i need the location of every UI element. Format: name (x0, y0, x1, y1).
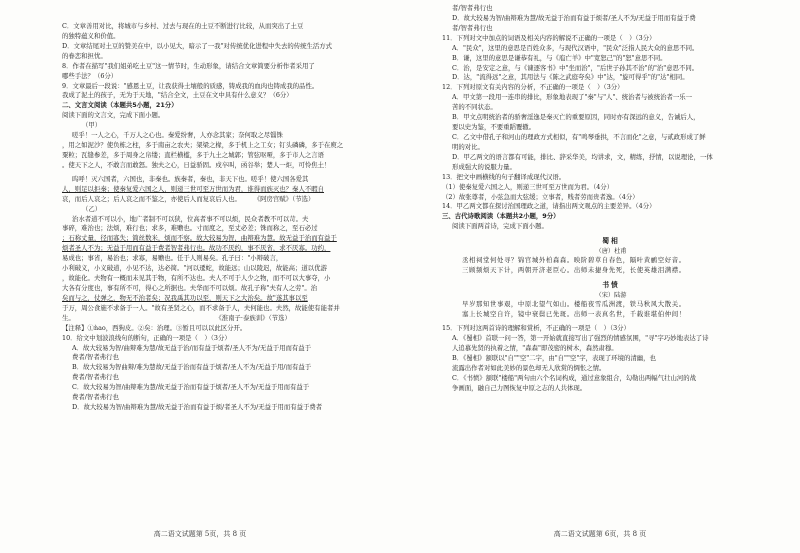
option-line: A．甲文第一段用一连串的排比，形象地表现了"秦"与"人"、统治者与被统治者一乐一 (452, 93, 693, 102)
option-line: D．故大较易为智/曲辩难为慧/故无益于治而有益于烦者/圣人不为/无益于用而有益于费 (452, 13, 696, 22)
option-line: 费者/智者弗行也 (72, 393, 119, 402)
option-line: 费者/智者弗行也 (72, 373, 119, 382)
poem-line: 三顾频烦天下计，两朝开济老臣心。出师未捷身先死，长使英雄泪满襟。 (462, 266, 686, 275)
wavy-underlined-line: 烦者圣人不为；无益于用而有益于费者智者弗行也。故功不厌约，事不厌省，求不厌寡。功约， (62, 244, 331, 253)
instruction: 阅读下面的文言文，完成下面小题。 (62, 111, 165, 120)
option-line: B．《蜀相》颔联以"自""空"二字，由"自""空"字，表现了环境的清幽，也 (452, 353, 656, 362)
option-line: 者/智者弗行也 (452, 4, 493, 12)
underlined-passage-line: 矣而与之，仗弹之，物无不治者矣；况我禹其功以至，则天下之大治矣。故"遂其事以至 (62, 293, 308, 302)
poem-line: 丞相祠堂何处寻？锦官城外柏森森。映阶碧草自春色，隔叶黄鹂空好音。 (462, 256, 686, 265)
passage-line: 易成也；事省，易治也；求寡，易赡也。任于人则易矣。孔子曰："小辩破言， (62, 254, 283, 263)
underlined-passage-line: 人，则足以拒秦；使秦复爱六国之人，则递三世可至万世而为君，谁得而族灭也？秦人不暇自 (62, 184, 325, 193)
option-line: C．治，是安定之意，与《谏逐客书》中"坐而治"，"后世子孙其不治"的"治"意思不同。 (452, 63, 699, 72)
passage-label-yi: （乙） (82, 204, 102, 213)
poem-line: 早岁那知世事艰，中原北望气如山。楼船夜雪瓜洲渡，铁马秋风大散关。 (462, 300, 686, 309)
passage-line: ，用之如泥沙？使负栋之柱，多于南亩之农夫；架梁之椽，多于机上之工女；钉头磷磷，多于在庾之 (62, 141, 344, 150)
option-line: D．甲乙两文的语言都有可能，排比、辞采华美，均讲求，文，精练，抒情，以说理论，一体 (452, 152, 713, 161)
option-line: C．《书愤》颔联"楼船"两句由六个名词构成，通过意象组合，勾勒出两幅气壮山河的战 (452, 373, 697, 382)
question-8: 8．作者在描写"我们姐弟吃土豆"这一情节时，生动形象，请结合文章简要分析作者采用了 (62, 61, 315, 70)
option-line: B．故大较易为智曲辩/难为慧故/无益于治而有益于烦者/圣人不为/无益于用/而有益于 (72, 363, 312, 372)
question-14: 14．甲乙两文都在探讨治国理政之道，请指出两文观点的主要差异。（4分） (442, 202, 656, 211)
passage-line: 治水者道不可以小，地广者制不可以狭，位高者事不可以烦，民众者教不可以苛。夫 (72, 214, 309, 223)
question-10: 10．给文中划波浪线句的断句，正确的一项是（ ）（3分） (62, 333, 231, 342)
passage-line: ，故能化。夫物有一概而未见其于物，有所不达也。夫人不可于人少之物，而不可以大事夺，小 (62, 274, 331, 283)
text-line: C．文章善用对比，将城市与乡村、过去与现在的土豆不断进行比较，从而突出了土豆 (62, 22, 304, 30)
poem-author: （宋）陆游 (595, 291, 627, 299)
passage-line: 呜呼！灭六国者，六国也，非秦也。族秦者，秦也，非天下也。嗟乎！使六国各爱其 (72, 174, 309, 183)
page-footer-left: 高二语文试题第 5页，共 8 页 (153, 530, 247, 538)
option-line: A．《蜀相》首联一问一答，第一开始就直接写出了强烈的情感氛围，"寻"字巧妙地表达了诗 (452, 334, 709, 343)
option-line: C．故大较易为智/曲辩难为慧/故无益于治而有益于烦者/圣人不为/无益于用而有益于 (72, 383, 310, 392)
text-line: 的眷恋和担忧。 (62, 51, 107, 60)
section-heading: 三、古代诗歌阅读（本题共2小题，9分） (442, 212, 560, 221)
right-page (400, 0, 800, 553)
option-line: B．谦，这里的意思是谦恭有礼，与《庖亡羊》中"宽恕己"的"恕"意思不同。 (452, 53, 667, 62)
option-line: D．故大较易为智/曲辩难为慧/故无益于治而有益于烦/者圣人不为/无益于用而有益于费者 (72, 403, 323, 412)
option-line: B．甲文点明统治者的骄奢淫逸是秦灭亡的重要原因，同时亦有深远的意义，告诫后人， (452, 113, 700, 122)
option-line: 费者/智者弗行也 (72, 353, 119, 362)
passage-label-jia: （甲） (82, 121, 102, 130)
instruction: 阅读下面两首诗，完成下面小题。 (452, 222, 548, 231)
option-line: D．达，"流得远"之意，其用法与《陈之武庭夸矣》中"达，"旋可得乎"的"达"相同。 (452, 73, 689, 82)
passage-line: 哀，而后人哀之；后人哀之而不鉴之，亦使后人而复哀后人也。 《阿房宫赋》（节选） (62, 194, 315, 203)
passage-line: 生。 《淮南子·泰族训》（节选） (62, 313, 291, 322)
question-13-part-1: （1）使秦复爱六国之人，则递三世可至万世而为君。（4分） (442, 182, 614, 191)
option-line: 争画面，融自己力图恢复中原之志的人共体现。 (452, 383, 587, 392)
passage-line: 粟粒；瓦缝参差，多于周身之帛缕；直栏横槛，多于九土之城郭；管弦呕哑，多于市人之言语 (62, 150, 325, 159)
passage-line: 大各有分度也，事有所不可，得心之所据也。夫华而不可以烦。故孔子称"夫有人之劳"。治 (62, 283, 318, 292)
question-13-part-2: （2）故张尊者，小弦急而大弦缓；立事者，贱者劳而贵者逸。（4分） (442, 192, 639, 201)
option-line: 者/智者弗行也 (452, 23, 493, 32)
question-9: 9．文章最后一段说："感恩土豆，让我获得土壤般的质感，铸成我的血肉也铸成我的品性。 (62, 81, 319, 90)
poem-title: 书愤 (602, 281, 620, 290)
option-line: 要以史为鉴，不要重蹈覆辙。 (452, 123, 536, 132)
poem-title: 蜀相 (602, 237, 620, 246)
poem-line: 塞上长城空自许，镜中衰鬓已先斑。出师一表真名世，千载谁堪伯仲间！ (462, 310, 686, 319)
text-line: 我成了泥土的孩子，无为于天地，"结合全文，土豆在文中具有什么意义？（6分） (62, 91, 293, 100)
passage-line: 事碎，难治也；法烦，难行也；求多，难赡也。寸而度之，至丈必差；铢而称之，至石必过 (62, 224, 318, 233)
question-12: 12．下列对原文有关内容的分析，不正确的一项是（ ）（3分） (442, 83, 624, 92)
section-heading: 二、文言文阅读（本题共5小题，21分） (62, 101, 178, 110)
passage-line: 嗟乎！一人之心，千万人之心也。秦爱纷奢，人亦念其家；奈何取之尽锱铢 (72, 131, 283, 140)
passage-line: 小利破义，小义破道，小见不达，达必简。"河以逶蛇，故能远；山以陵迟，故能高；道以优游 (62, 264, 327, 273)
passage-line: 。使天下之人，不敢言而敢怒。独夫之心，日益骄固。戍卒叫，函谷举；楚人一炬，可怜焦土！ (62, 160, 331, 169)
passage-line: 于万，周公食施不求备于一人。"故有圣贤之心，而不求备于人，夫何能也。夫然，故能使有能者并 (62, 303, 340, 312)
poem-author: （唐）杜甫 (595, 247, 627, 255)
page-footer-right: 高二语文试题第 6页，共 8 页 (553, 530, 647, 538)
option-line: 明的对比。 (452, 142, 484, 151)
option-line: A．故大较易为智/曲辩难为慧/故无益于治/而有益于烦者/圣人不为/无益于用而有益于 (72, 343, 312, 352)
question-15: 15．下列对这两首诗的理解和赏析，不正确的一项是（ ）（3分） (442, 324, 630, 333)
option-line: 形成强大的说服力量。 (452, 162, 516, 171)
option-line: A．"民众"，这里的意思是百姓众多，与现代汉语中，"民众"泛指人民大众的意思不同。 (452, 43, 699, 52)
wavy-underlined-line: ；石称丈量，径而寡失；简丝数米，烦而不察。故大较易为智，曲辩难为慧。故无益于治而有益于 (62, 234, 337, 243)
text-line: D．文章结尾对土豆的赞美在中，以小见大，暗示了一我"对传统优化进程中失去的传统生活方式 (62, 41, 333, 50)
option-line: 流露出作者对如此美妙的景色却无人欣赏的惆怅之情。 (452, 363, 606, 372)
option-line: 苦的不同状态。 (452, 103, 497, 112)
annotation-note: 【注释】①ǹao，西狗皮。②矣：治理。③暂且可以以此区分开。 (62, 323, 247, 332)
option-line: 人追慕先贤的执着之情，"森森"即茂密的树木，森然肃穆。 (452, 344, 618, 353)
question-11: 11．下列对文中加点的词语及相关内容的解说不正确的一项是（ ）（3分） (442, 33, 656, 42)
question-13: 13．把文中画横线的句子翻译成现代汉语。 (442, 172, 566, 181)
text-line: 哪些手法？（6分） (62, 71, 118, 80)
option-line: C．乙文中借孔子和河山的理政方式相似，有"鸣琴垂拱，不言而化"之意，与贰政形成了鲜 (452, 132, 706, 141)
text-line: 的独特蕴义和价值。 (62, 31, 120, 40)
